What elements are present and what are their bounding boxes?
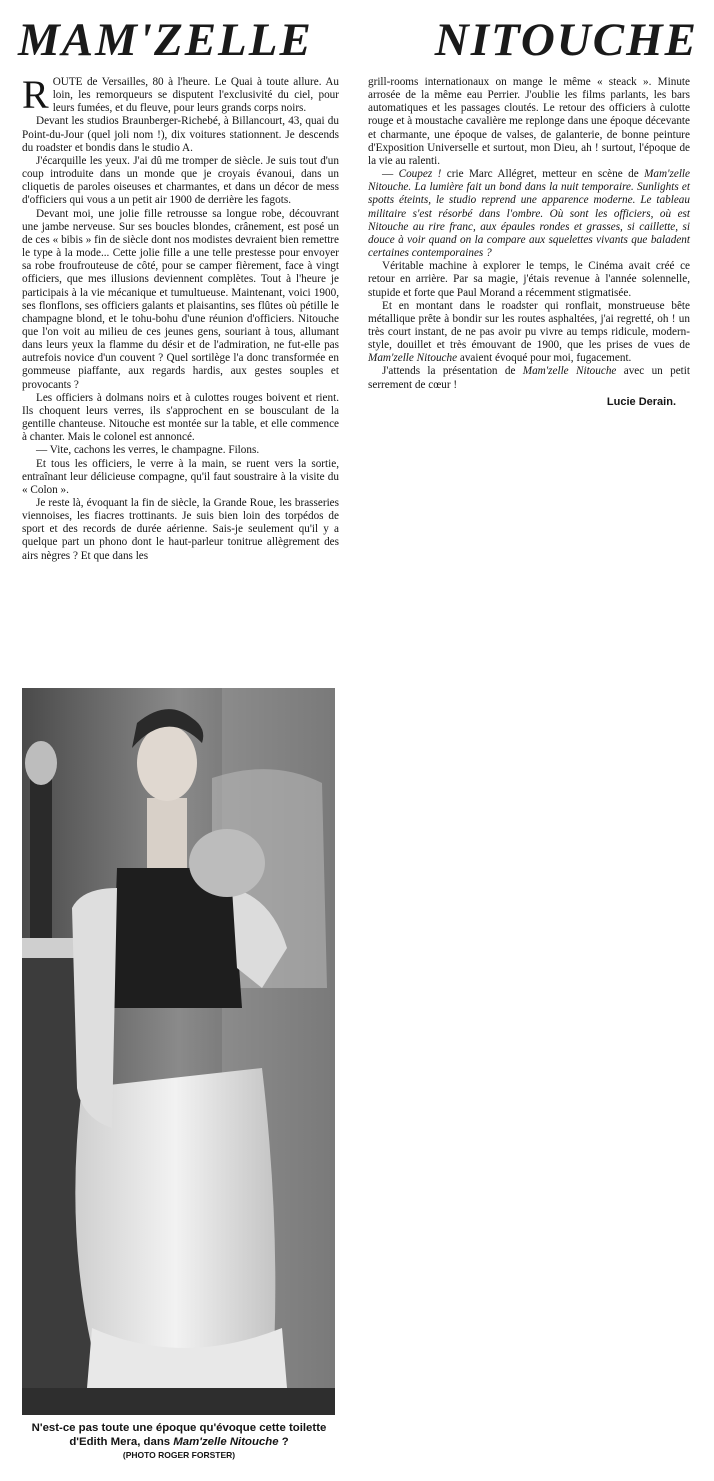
title-word-2: NITOUCHE — [434, 14, 698, 66]
photo-credit: (PHOTO ROGER FORSTER) — [122, 1450, 236, 1460]
left-column — [22, 72, 339, 563]
drop-cap: R — [22, 72, 49, 117]
italic-text: La lumière fait un bond dans la nuit temporaire. Sunlights et spotts éteints, le studio reprend une apparence moderne. Le tableau militaire s'est résorbé dans l'ombre. Où sont les officiers, où est Nitouche au rire franc, aux épaules rondes et grasses, si caillette, si douce à voir quand on la compare aux squelettes vivants que baladent certaines contemporaines ? — [368, 181, 690, 260]
caption-text: N'est-ce pas toute une époque qu'évoque cette toilette d'Edith Mera, dans — [31, 1422, 327, 1448]
paragraph: Devant moi, une jolie fille retrousse sa longue robe, découvrant une jambe nerveuse. Sur ses boucles blondes, crânement, est posé un de ces « bibis » fin de siècle dont nos modistes devraient bien remettre le type à la mode... Cette jolie fille a une telle prestesse pour envoyer sa robe froufrouteuse de côté, pour se camper fièrement, face à vingt officiers, que mes illusions deviennent complètes. Tout à l'heure je participais à la vie mécanique et tumultueuse. Maintenant, voici 1900, ses flonflons, ses officiers galants et plaisantins, ses flûtes où pétille le champagne blond, et le tohu-bohu d'une réunion d'officiers. Nitouche que l'on voit au milieu de ces jeunes gens, souriant à tous, allumant dans leurs yeux la flamme du désir et de l'admiration, ne fut-elle pas autrefois novice d'un couvent ? Quel sortilège l'a donc transformée en gommeuse piaffante, aux regards hardis, aux gestes souples et provocants ? — [22, 207, 339, 391]
paragraph: Je reste là, évoquant la fin de siècle, la Grande Roue, les brasseries viennoises, les fiacres trottinants. Je suis bien loin des torpédos de sport et des records de durée aérienne. Sais-je seulement qu'il y a quelque part un phono dont le haut-parleur tonitrue allègrement des airs nègres ? Et que dans les — [22, 497, 339, 562]
paragraph: Et tous les officiers, le verre à la main, se ruent vers la sortie, entraînant leur délicieuse compagne, qu'il faut soustraire à la visite du « Colon ». — [22, 457, 339, 496]
paragraph-text: crie Marc Allégret, metteur en scène de — [441, 168, 645, 181]
right-column — [368, 76, 690, 409]
paragraph-text: avec un petit serrement de cœur ! — [368, 365, 690, 391]
paragraph-text: avaient évoqué pour moi, fugacement. — [457, 352, 632, 365]
paragraph: Les officiers à dolmans noirs et à culottes rouges boivent et rient. Ils choquent leurs verres, ils s'approchent en se bousculant de la gentille chanteuse. Nitouche est montée sur la table, et elle commence à chanter. Mais le colonel est annoncé. — [22, 391, 339, 444]
film-title: Mam'zelle Nitouche. — [368, 168, 690, 194]
film-title: Mam'zelle Nitouche — [522, 365, 617, 378]
caption-film-title: Mam'zelle Nitouche — [173, 1436, 279, 1448]
paragraph — [368, 365, 690, 391]
paragraph-text: de Versailles, 80 à l'heure. Le Quai à toute allure. Au loin, les remorqueurs se disputent l'exclusivité du ciel, pour leurs fumées, et du fleuve, pour leurs grands corps noirs. — [52, 76, 339, 115]
caption-text-end: ? — [278, 1436, 289, 1448]
paragraph: J'écarquille les yeux. J'ai dû me tromper de siècle. Je suis tout d'un coup introduite dans un monde que je croyais évanoui, dans un cliquetis de paroles oiseuses et charmantes, et dans un décor de mess d'officiers qui vous a un petit air 1900 de derrière les fagots. — [22, 154, 339, 207]
article-title — [18, 12, 698, 68]
paragraph-text: — — [382, 168, 399, 181]
paragraph: Devant les studios Braunberger-Richebé, à Billancourt, 43, quai du Point-du-Jour (quel joli nom !), dix voitures stationnent. Je descends du roadster et bondis dans le studio A. — [22, 115, 339, 154]
small-caps-lead: OUTE — [52, 76, 83, 88]
paragraph — [368, 300, 690, 366]
italic-text: Coupez ! — [398, 168, 442, 181]
paragraph — [22, 72, 339, 117]
title-word-1: MAM'ZELLE — [18, 14, 313, 66]
paragraph-text: Et en montant dans le roadster qui ronflait, monstrueuse bête métallique prête à bondir sur les routes asphaltées, j'ai regretté, oh ! un très court instant, de ne pas avoir pu vivre au temps ridicule, modern-style, douillet et très émouvant de 1900, que les prises de vues de — [368, 299, 690, 352]
author-signature: Lucie Derain. — [606, 395, 676, 408]
paragraph: Véritable machine à explorer le temps, le Cinéma avait créé ce retour en arrière. Par sa magie, j'étais revenue à l'année solennelle, stupide et forte que Paul Morand a récemment stigmatisée. — [368, 260, 690, 299]
paragraph: — Vite, cachons les verres, le champagne. Filons. — [36, 444, 260, 457]
photo-illustration — [22, 688, 335, 1415]
photo-caption — [14, 1421, 344, 1449]
paragraph: grill-rooms internationaux on mange le même « steack ». Minute arrosée de la même eau Perrier. J'oublie les films parlants, les bars automatiques et les passages cloutés. Le retour des officiers à culotte rouge et à moustache cavalière me replonge dans une époque décevante et charmante, une époque de valses, de galanterie, de bonne peinture d'Exposition Universelle et surtout, mon Dieu, ah ! surtout, l'époque de la vie au ralenti. — [368, 76, 690, 167]
film-still-photo — [22, 688, 335, 1415]
film-title: Mam'zelle Nitouche — [368, 352, 458, 365]
paragraph-text: J'attends la présentation de — [382, 365, 523, 378]
paragraph — [368, 168, 690, 260]
